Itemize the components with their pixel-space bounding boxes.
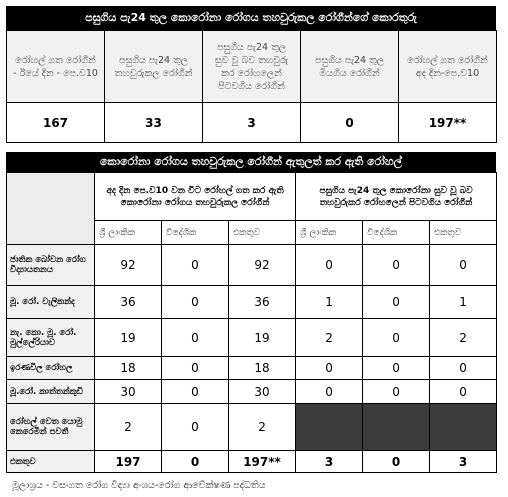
total-cell: 197** xyxy=(229,451,296,473)
sub-header: ශ්‍රී ලාංකික xyxy=(95,221,162,245)
table-row xyxy=(7,404,497,451)
table-cell: 0 xyxy=(162,286,229,319)
table-cell: 30 xyxy=(229,380,296,404)
table-cell: 36 xyxy=(95,286,162,319)
hospital-name: රෝහල් වෙත යොමු කෙරෙමින් පවතී xyxy=(7,404,95,451)
table1-title: පසුගිය පැ24 තුල කොරෝනා රෝගය තහවුරුකල රෝගීන්ගේ කොරතුරු xyxy=(6,6,496,30)
table-cell: 0 xyxy=(363,245,430,286)
table-cell: 0 xyxy=(296,245,363,286)
summary-header-row xyxy=(7,31,497,103)
table-cell: 0 xyxy=(430,245,497,286)
source-footer: මූලාශ්‍රය - වසංගත රෝග විද්‍යා අංශය-රෝග ආවේක්ෂණ පද්ධතිය xyxy=(12,480,266,491)
shaded-cell xyxy=(363,404,430,451)
table-cell: 92 xyxy=(95,245,162,286)
hospital-name: ඉරණවිල රෝහල xyxy=(7,357,95,380)
table-row xyxy=(7,286,497,319)
table-cell: 0 xyxy=(162,380,229,404)
table-cell: 18 xyxy=(229,357,296,380)
table-cell: 2 xyxy=(229,404,296,451)
corner-cell xyxy=(7,173,95,245)
hospital-name: ජාතික බෝවන රෝග විද්‍යායතනය xyxy=(7,245,95,286)
shaded-cell xyxy=(296,404,363,451)
table-cell: 19 xyxy=(95,319,162,357)
table-cell: 0 xyxy=(162,404,229,451)
table2-title: කොරෝනා රෝගය තහවුරුකල රෝගීන් ඇතුලත් කර ඇති රෝහල් xyxy=(6,152,496,172)
summary-header: පසුගිය පැ24 තුල තහවුරුකල රෝගීන් xyxy=(105,31,203,103)
table-cell: 0 xyxy=(363,286,430,319)
sub-header: එකතුව xyxy=(430,221,497,245)
summary-header: රෝහල් ගත රෝගීන් - ඊයේ දින - පෙ.ව10 xyxy=(7,31,105,103)
table-cell: 0 xyxy=(430,380,497,404)
shaded-cell xyxy=(430,404,497,451)
table-row xyxy=(7,319,497,357)
hospital-name: මූ. රෝ. වැලිකන්ද xyxy=(7,286,95,319)
sub-header: විදේශික xyxy=(363,221,430,245)
sub-header: විදේශික xyxy=(162,221,229,245)
table-cell: 0 xyxy=(430,357,497,380)
hospital-name: නැ. කො. මූ. රෝ. මුල්ලේරියාව xyxy=(7,319,95,357)
total-cell: 0 xyxy=(363,451,430,473)
sub-header: ශ්‍රී ලාංකික xyxy=(296,221,363,245)
table-cell: 30 xyxy=(95,380,162,404)
table-cell: 1 xyxy=(430,286,497,319)
total-label: එකතුව xyxy=(7,451,95,473)
summary-table xyxy=(6,30,497,143)
summary-value: 33 xyxy=(105,103,203,143)
total-row xyxy=(7,451,497,473)
summary-value: 167 xyxy=(7,103,105,143)
summary-header: පසුගිය පැ24 තුල මියගිය රෝගීන් xyxy=(301,31,399,103)
table-cell: 0 xyxy=(162,357,229,380)
table-cell: 0 xyxy=(162,319,229,357)
hospital-name: මූ.රෝ. කාත්තන්කුඩි xyxy=(7,380,95,404)
table-cell: 0 xyxy=(296,357,363,380)
total-cell: 197 xyxy=(95,451,162,473)
table-cell: 2 xyxy=(430,319,497,357)
table-cell: 0 xyxy=(296,380,363,404)
summary-value: 0 xyxy=(301,103,399,143)
table-row xyxy=(7,380,497,404)
summary-header: රෝහල් ගත රෝගීන් අද දින-පෙ.ව10 xyxy=(399,31,497,103)
total-cell: 0 xyxy=(162,451,229,473)
table-cell: 0 xyxy=(363,380,430,404)
table-cell: 1 xyxy=(296,286,363,319)
summary-value: 197** xyxy=(399,103,497,143)
total-cell: 3 xyxy=(296,451,363,473)
table-cell: 0 xyxy=(363,357,430,380)
table-cell: 0 xyxy=(162,245,229,286)
group-header-discharged: පසුගිය පැ24 තුල කොරෝනා සුව වූ බව තහවුරුකර රෝහලෙන් පිටවගිය රෝගීන් xyxy=(296,173,497,221)
summary-value-row xyxy=(7,103,497,143)
table-cell: 18 xyxy=(95,357,162,380)
total-cell: 3 xyxy=(430,451,497,473)
group-header-hospitalized: අද දින පෙ.ව10 වන විට රෝහල් ගත කර ඇති කොරෝනා රෝගය තහවුරුකල රෝගීන් xyxy=(95,173,296,221)
table-cell: 19 xyxy=(229,319,296,357)
table-row xyxy=(7,357,497,380)
sub-header: එකතුව xyxy=(229,221,296,245)
table-row xyxy=(7,245,497,286)
table-cell: 0 xyxy=(363,319,430,357)
table-cell: 2 xyxy=(296,319,363,357)
group-header-row xyxy=(7,173,497,221)
table-cell: 36 xyxy=(229,286,296,319)
summary-value: 3 xyxy=(203,103,301,143)
hospital-table xyxy=(6,172,497,473)
table-cell: 2 xyxy=(95,404,162,451)
table-cell: 92 xyxy=(229,245,296,286)
summary-header: පසුගිය පැ24 තුල සුව වු බව තහවුරු කර රෝහලෙන් පිටවගිය රෝගීන් xyxy=(203,31,301,103)
